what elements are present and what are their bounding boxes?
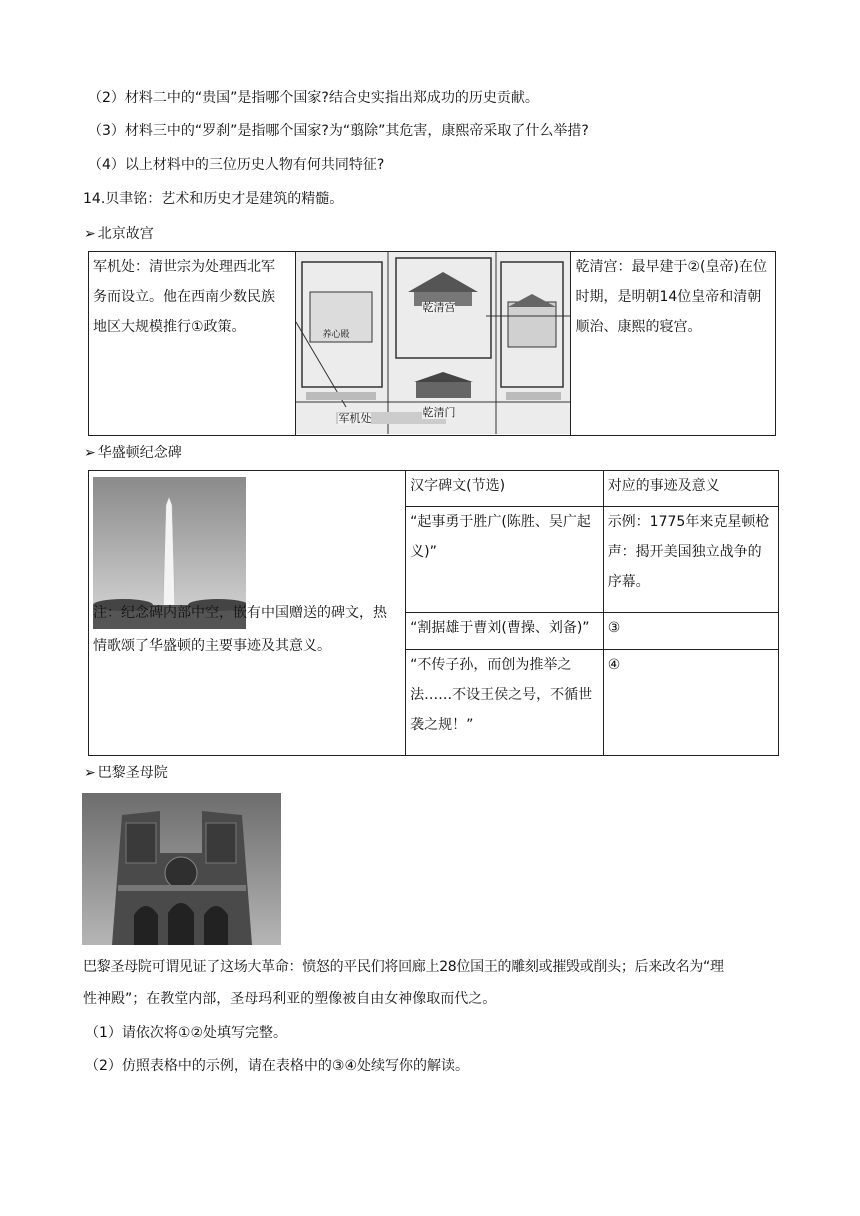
note-line: 注：纪念碑内部中空，嵌有中国赠送的碑文，热 [93,605,387,621]
text-line: 义)” [410,544,437,561]
arrow-icon: ➢ [84,226,96,242]
text-line: “起事勇于胜广(陈胜、吴广起 [410,514,591,531]
heading-text: 北京故宫 [97,226,154,242]
map-label-qianqinggong: 乾清宫 [422,301,456,314]
gugong-table [88,251,776,436]
question-4: （4）以上材料中的三位历史人物有何共同特征? [88,157,385,173]
blank-4: ④ [607,656,621,673]
paragraph-line: 巴黎圣母院可谓见证了这场大革命：愤怒的平民们将回廊上28位国王的雕刻或摧毁或削头；后来改名为“理 [83,959,724,975]
text-line: 声：揭开美国独立战争的 [607,544,762,561]
monument-note [93,597,403,663]
map-label-qianqingmen: 乾清门 [422,406,456,419]
washington-table [88,470,779,756]
paragraph-line: 性神殿”；在教堂内部，圣母玛利亚的塑像被自由女神像取而代之。 [83,991,497,1007]
text-line: 乾清宫：最早建于②(皇帝)在位 [575,259,767,275]
arrow-icon: ➢ [84,765,96,781]
text-line: 法……不设王侯之号，不循世 [410,686,593,703]
heading-text: 华盛顿纪念碑 [97,445,182,461]
notre-dame-paragraph [83,951,783,1015]
text-line: 务而设立。他在西南少数民族 [93,289,275,305]
inscription-header: 汉字碑文(节选) [406,471,604,507]
text-line: 地区大规模推行①政策。 [93,319,246,335]
map-label-yangxindian: 养心殿 [322,330,350,340]
text-line: 顺治、康熙的寝宫。 [575,319,702,335]
meaning-cell-3 [603,649,778,755]
text-line: “割据雄于曹刘(曹操、刘备)” [410,620,590,637]
text-line: 袭之规！” [410,716,474,733]
junjichu-cell [89,252,296,436]
inscription-cell-1 [406,507,604,613]
monument-cell [89,471,406,756]
inscription-cell-3 [406,649,604,755]
text-line: 示例：1775年来克星顿枪 [607,514,770,531]
question-14-title: 14.贝聿铭：艺术和历史才是建筑的精髓。 [83,191,344,207]
forbidden-city-map [296,252,570,434]
arrow-icon: ➢ [84,445,96,461]
text-line: 军机处：清世宗为处理西北军 [93,259,275,275]
meaning-header: 对应的事迹及意义 [603,471,778,507]
qianqinggong-cell [571,252,776,436]
question-2: （2）材料二中的“贵国”是指哪个国家?结合史实指出郑成功的历史贡献。 [88,90,539,106]
inscription-cell-2 [406,613,604,649]
blank-3: ③ [607,620,621,637]
map-label-junjichu: 军机处 [338,412,372,425]
notre-dame-drawing [82,793,281,945]
section-heading-notredame [84,763,168,783]
sub-question-2: （2）仿照表格中的示例，请在表格中的③④处续写你的解读。 [85,1058,470,1074]
meaning-cell-1 [603,507,778,613]
text-line: 时期，是明朝14位皇帝和清朝 [575,289,762,305]
text-line: “不传子孙，而创为推举之 [410,656,572,673]
question-3: （3）材料三中的“罗刹”是指哪个国家?为“翦除”其危害，康熙帝采取了什么举措? [88,123,589,139]
text-line: 序幕。 [607,574,650,591]
section-heading-gugong [84,224,154,244]
meaning-cell-2 [603,613,778,649]
heading-text: 巴黎圣母院 [97,765,168,781]
gugong-map-cell [296,252,571,436]
sub-question-1: （1）请依次将①②处填写完整。 [85,1025,288,1041]
note-line: 情歌颂了华盛顿的主要事迹及其意义。 [93,638,331,654]
section-heading-washington [84,443,182,463]
notre-dame-photo [82,793,281,945]
